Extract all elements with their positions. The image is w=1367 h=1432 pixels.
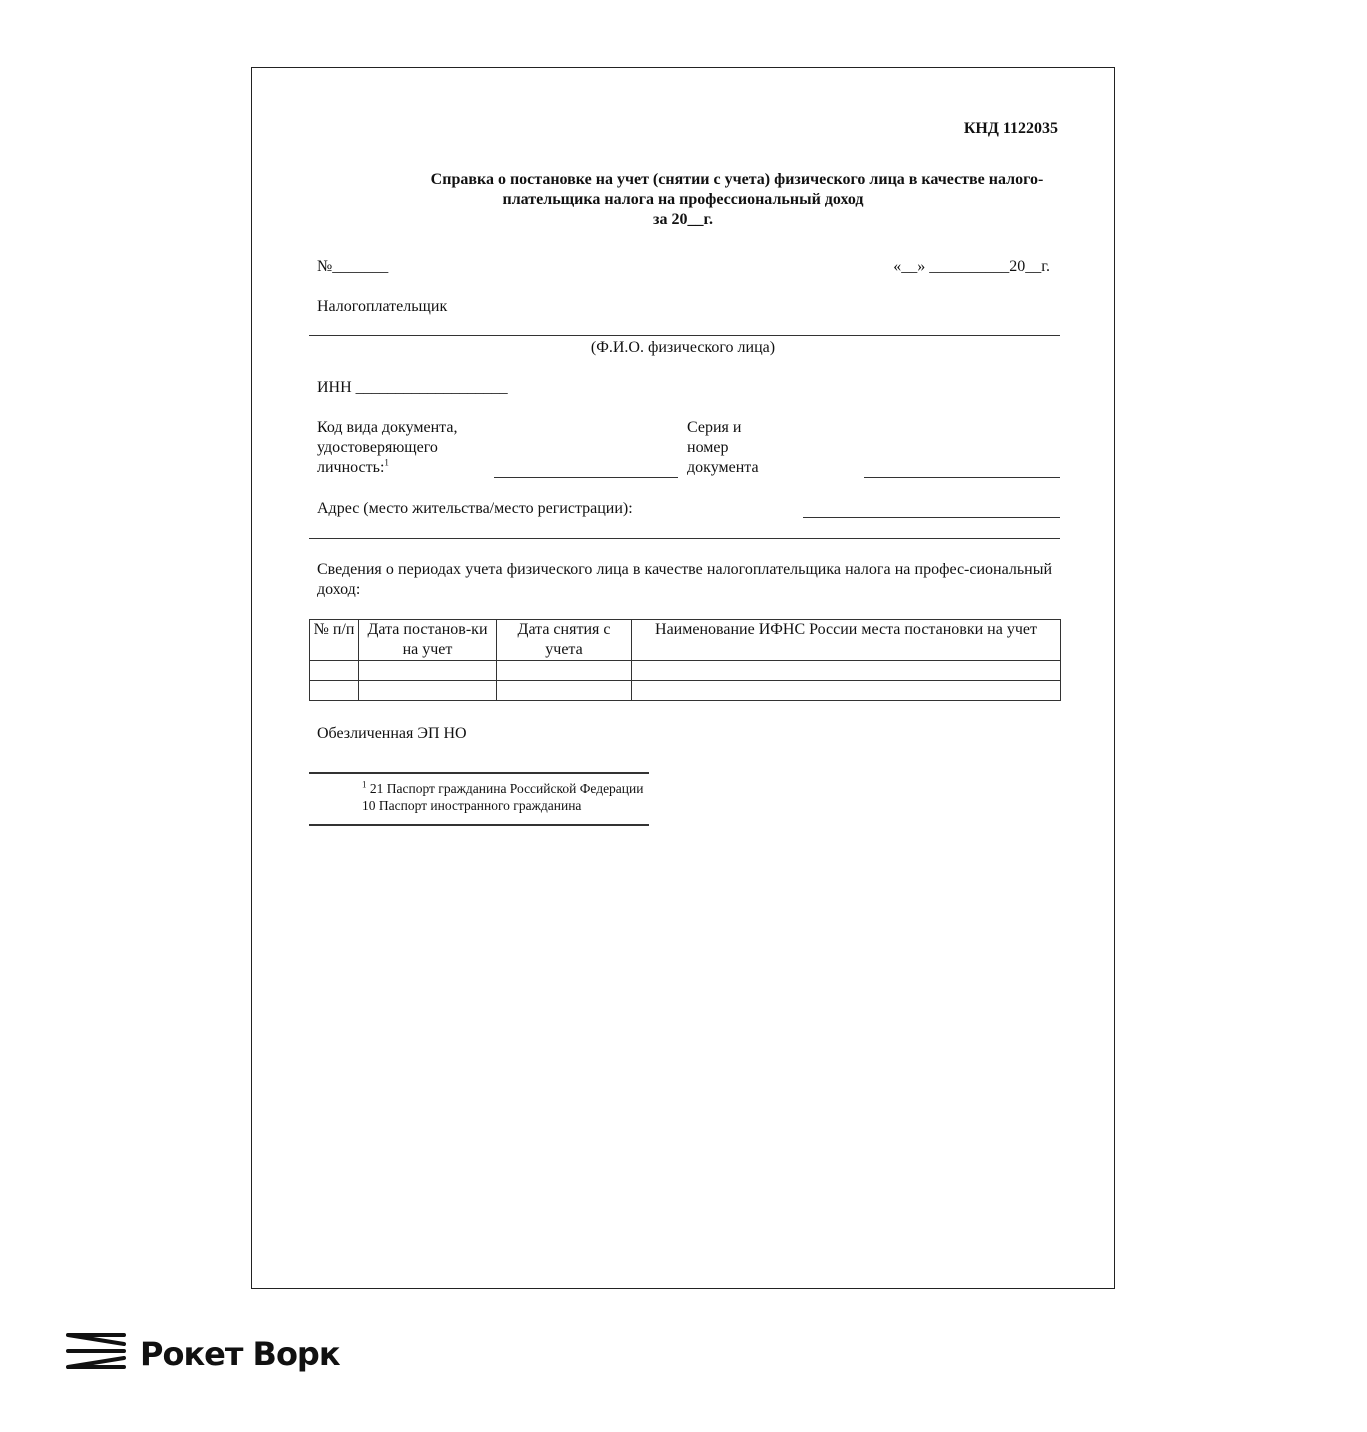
table-row	[310, 681, 1061, 701]
address-label: Адрес (место жительства/место регистрации):	[317, 500, 633, 517]
title-line-3: за 20__г.	[653, 211, 713, 228]
footnote-separator-bottom	[309, 824, 649, 826]
series-label	[687, 418, 759, 478]
rocketwork-stripes-icon	[66, 1332, 126, 1375]
address-line-1	[803, 517, 1060, 518]
doc-code-label	[317, 418, 457, 478]
brand-logo	[66, 1332, 340, 1375]
table-cell	[359, 681, 497, 701]
footnote-line-2: 10 Паспорт иностранного гражданина	[362, 798, 582, 813]
fio-line	[309, 335, 1060, 336]
col-number-header: № п/п	[310, 620, 359, 661]
address-line-2	[309, 538, 1060, 539]
table-cell	[310, 681, 359, 701]
col-ifns-header: Наименование ИФНС России места постановки на учет	[632, 620, 1061, 661]
signature-label: Обезличенная ЭП НО	[317, 725, 467, 742]
title-line-2: плательщика налога на профессиональный доход	[502, 191, 864, 208]
doc-code-line-2: удостоверяющего	[317, 439, 438, 456]
periods-table	[309, 619, 1061, 701]
series-line-3: документа	[687, 459, 759, 476]
table-cell	[310, 661, 359, 681]
series-line	[864, 477, 1060, 478]
knd-code: КНД 1122035	[963, 120, 1058, 137]
title-line-1: Справка о постановке на учет (снятии с учета) физического лица в качестве налого-	[430, 171, 1044, 188]
col-registration-date-header: Дата постанов-ки на учет	[359, 620, 497, 661]
series-line-1: Серия и	[687, 419, 742, 436]
inn-field: ИНН ___________________	[317, 379, 508, 396]
doc-code-line-1: Код вида документа,	[317, 419, 458, 436]
table-row	[310, 661, 1061, 681]
taxpayer-label: Налогоплательщик	[317, 298, 448, 315]
footnote-marker: 1	[362, 779, 367, 790]
doc-code-line-3: личность:	[317, 459, 385, 476]
table-cell	[359, 661, 497, 681]
table-cell	[632, 681, 1061, 701]
footnote-separator-top	[309, 772, 649, 774]
table-header-row	[310, 620, 1061, 661]
document-number: №_______	[317, 258, 389, 275]
footnotes	[362, 780, 643, 814]
document-date: «__» __________20__г.	[893, 258, 1050, 275]
footnote-ref: 1	[384, 457, 389, 468]
col-deregistration-date-header: Дата снятия с учета	[497, 620, 632, 661]
periods-info: Сведения о периодах учета физического лица в качестве налогоплательщика налога на профес-сиональный доход:	[317, 561, 1052, 598]
brand-name: Рокет Ворк	[140, 1334, 340, 1373]
document-page	[251, 67, 1115, 1289]
table-cell	[632, 661, 1061, 681]
table-cell	[497, 681, 632, 701]
document-title	[252, 170, 1114, 230]
series-line-2: номер	[687, 439, 729, 456]
doc-code-line	[494, 477, 678, 478]
table-cell	[497, 661, 632, 681]
footnote-line-1: 21 Паспорт гражданина Российской Федерации	[369, 781, 644, 796]
fio-caption: (Ф.И.О. физического лица)	[590, 339, 776, 356]
